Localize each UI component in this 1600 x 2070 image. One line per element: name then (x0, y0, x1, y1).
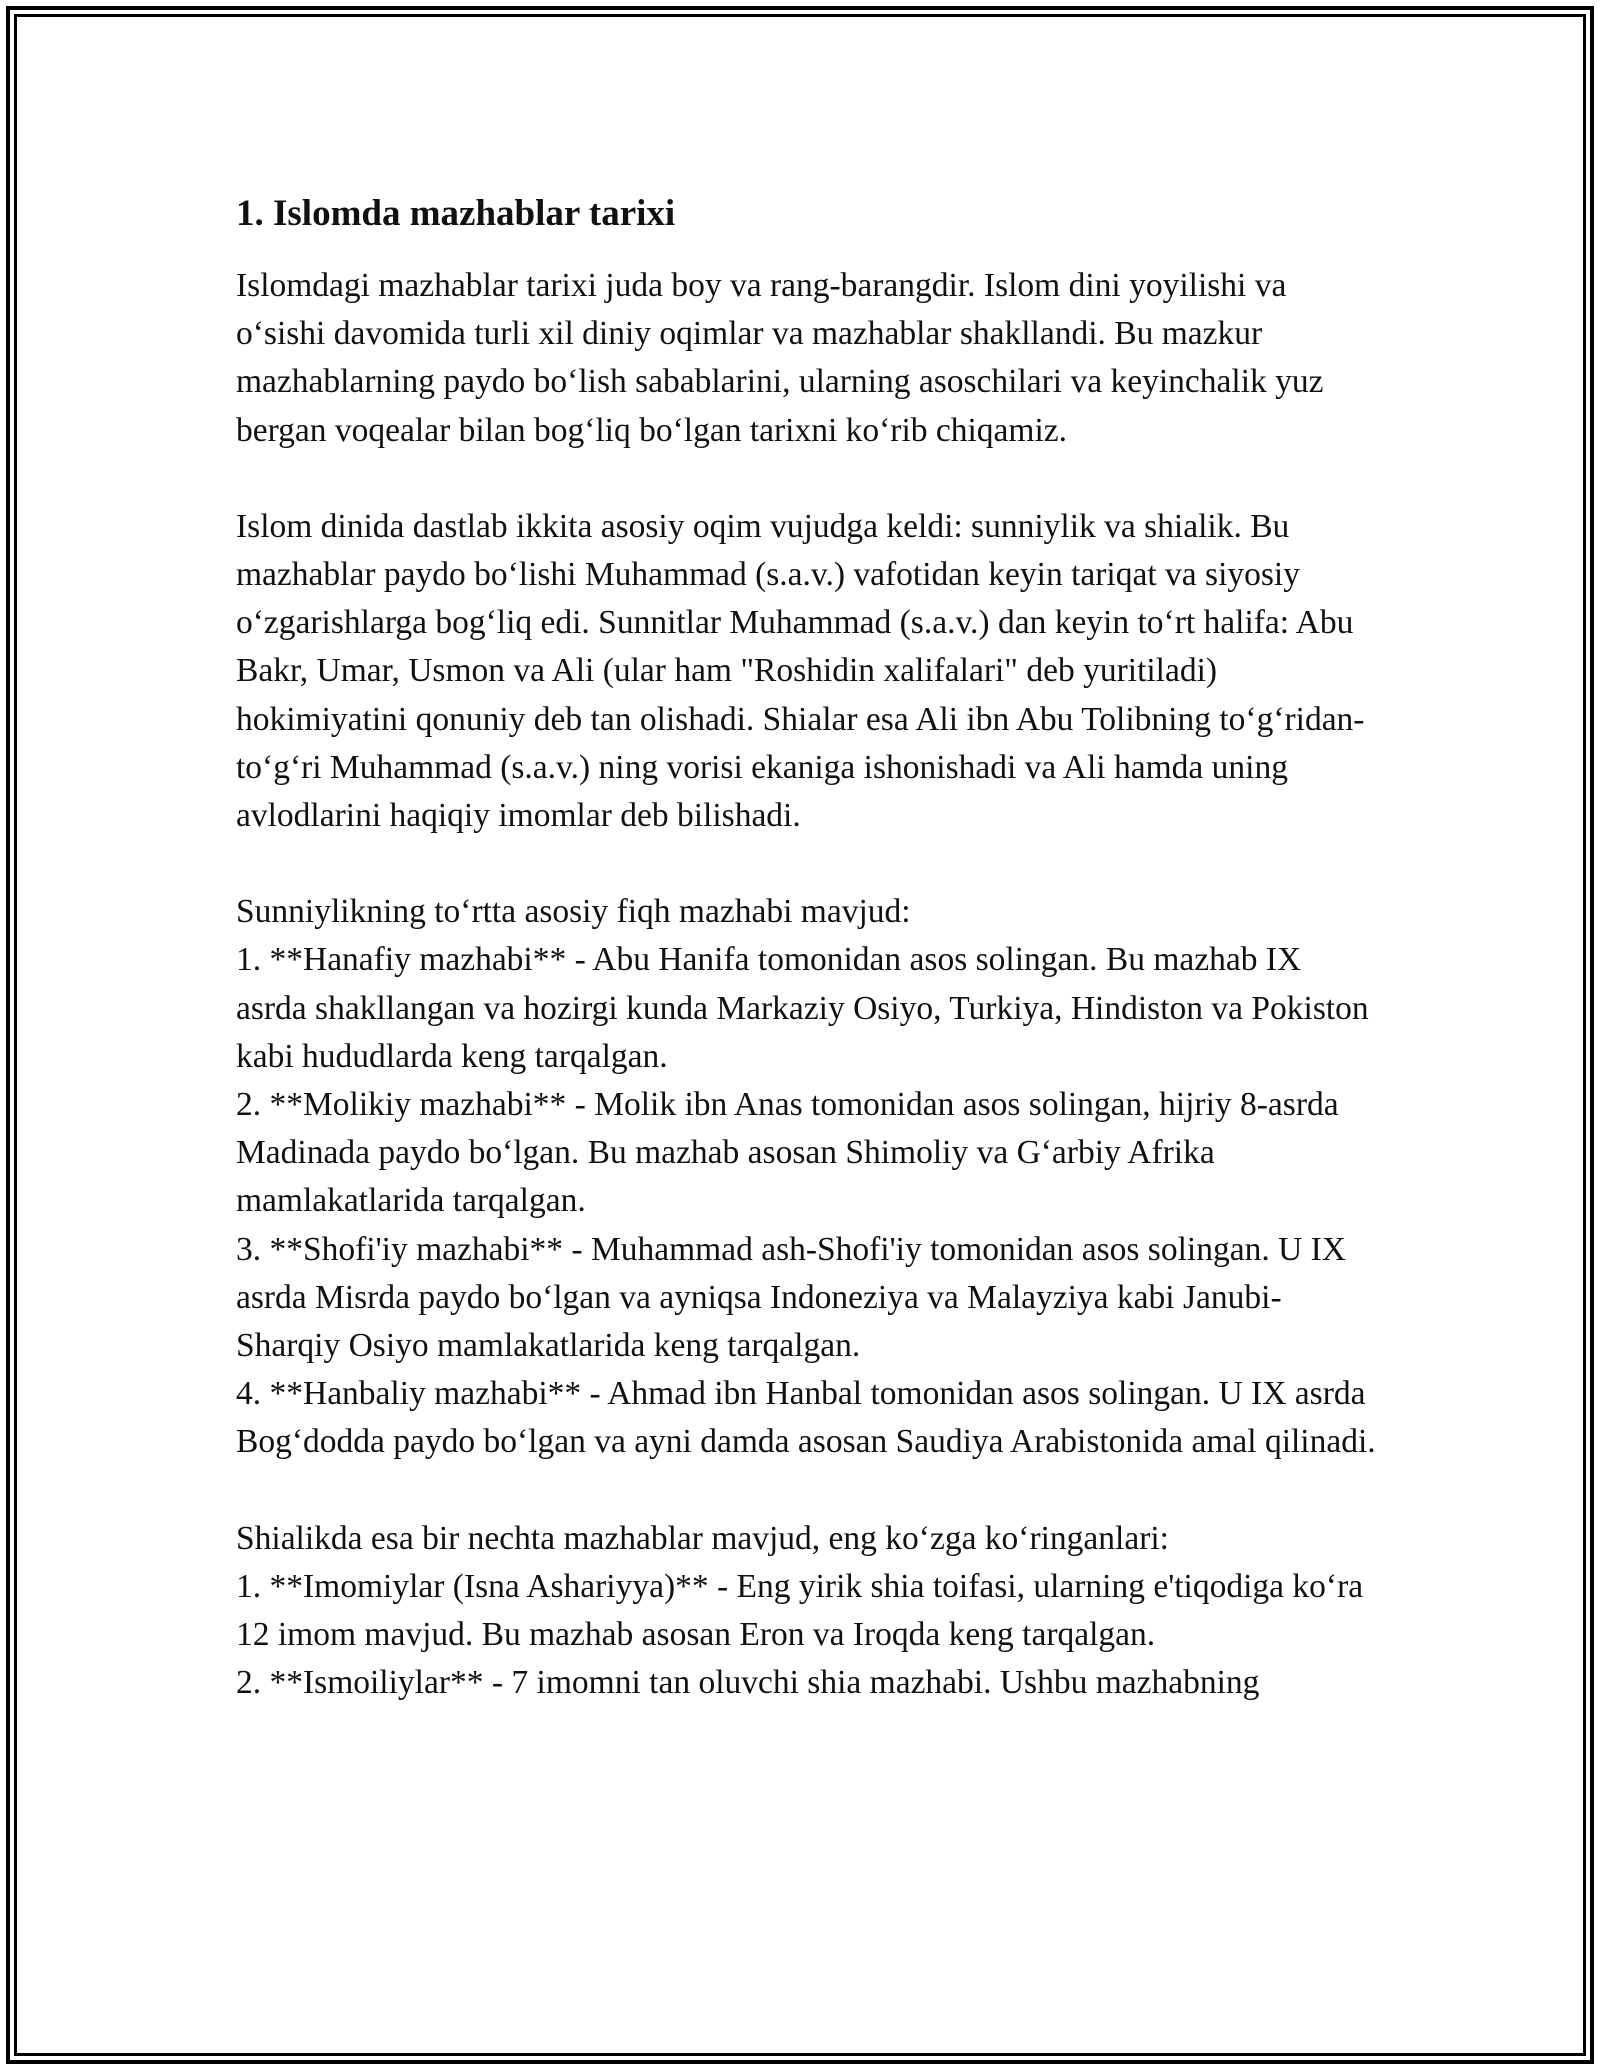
intro-paragraph (236, 262, 1376, 455)
list-item-shofiiy: 3. **Shofi'iy mazhabi** - Muhammad ash-Shofi'iy tomonidan asos solingan. U IX asrda Misrda paydo bo‘lgan va ayniqsa Indoneziya va Malayziya kabi Janubi-Sharqiy Osiyo mamlakatlarida keng tarqalgan. (236, 1230, 1346, 1365)
shia-intro: Shialikda esa bir nechta mazhablar mavjud, eng ko‘zga ko‘ringanlari: (236, 1519, 1169, 1557)
list-item-hanbaliy: 4. **Hanbaliy mazhabi** - Ahmad ibn Hanbal tomonidan asos solingan. U IX asrda Bog‘dodda paydo bo‘lgan va ayni damda asosan Saudiya Arabistonida amal qilinadi. (236, 1375, 1376, 1461)
section-heading: 1. Islomda mazhablar tarixi (236, 193, 676, 234)
origins-paragraph (236, 503, 1376, 840)
document-body (236, 186, 1376, 1755)
list-item-ismoiliylar: 2. **Ismoiliylar** - 7 imomni tan oluvchi shia mazhabi. Ushbu mazhabning (236, 1664, 1260, 1702)
list-item-molikiy: 2. **Molikiy mazhabi** - Molik ibn Anas tomonidan asos solingan, hijriy 8-asrda Madinada paydo bo‘lgan. Bu mazhab asosan Shimoliy va G‘arbiy Afrika mamlakatlarida tarqalgan. (236, 1086, 1339, 1220)
list-item-hanafiy: 1. **Hanafiy mazhabi** - Abu Hanifa tomonidan asos solingan. Bu mazhab IX asrda shakllangan va hozirgi kunda Markaziy Osiyo, Turkiya, Hindiston va Pokiston kabi hududlarda keng tarqalgan. (236, 941, 1369, 1075)
intro-text: Islomdagi mazhablar tarixi juda boy va rang-barangdir. Islom dini yoyilishi va o‘sishi davomida turli xil diniy oqimlar va mazhablar shakllandi. Bu mazkur mazhablarning paydo bo‘lish sabablarini, ularning asoschilari va keyinchalik yuz bergan voqealar bilan bog‘liq bo‘lgan tarixni ko‘rib chiqamiz. (236, 267, 1324, 449)
sunni-intro: Sunniylikning to‘rtta asosiy fiqh mazhabi mavjud: (236, 893, 911, 931)
list-item-imomiylar: 1. **Imomiylar (Isna Ashariyya)** - Eng yirik shia toifasi, ularning e'tiqodiga ko‘ra 12 imom mavjud. Bu mazhab asosan Eron va Iroqda keng tarqalgan. (236, 1567, 1364, 1654)
sunni-section (236, 888, 1376, 1466)
origins-text: Islom dinida dastlab ikkita asosiy oqim vujudga keldi: sunniylik va shialik. Bu mazhablar paydo bo‘lishi Muhammad (s.a.v.) vafotidan keyin tariqat va siyosiy o‘zgarishlarga bog‘liq edi. Sunnitlar Muhammad (s.a.v.) dan keyin to‘rt halifa: Abu Bakr, Umar, Usmon va Ali (ular ham "Roshidin xalifalari" deb yuritiladi) hokimiyatini qonuniy deb tan olishadi. Shialar esa Ali ibn Abu Tolibning to‘g‘ridan-to‘g‘ri Muhammad (s.a.v.) ning vorisi ekaniga ishonishadi va Ali hamda uning avlodlarini haqiqiy imomlar deb bilishadi. (236, 507, 1365, 835)
shia-section (236, 1515, 1376, 1708)
